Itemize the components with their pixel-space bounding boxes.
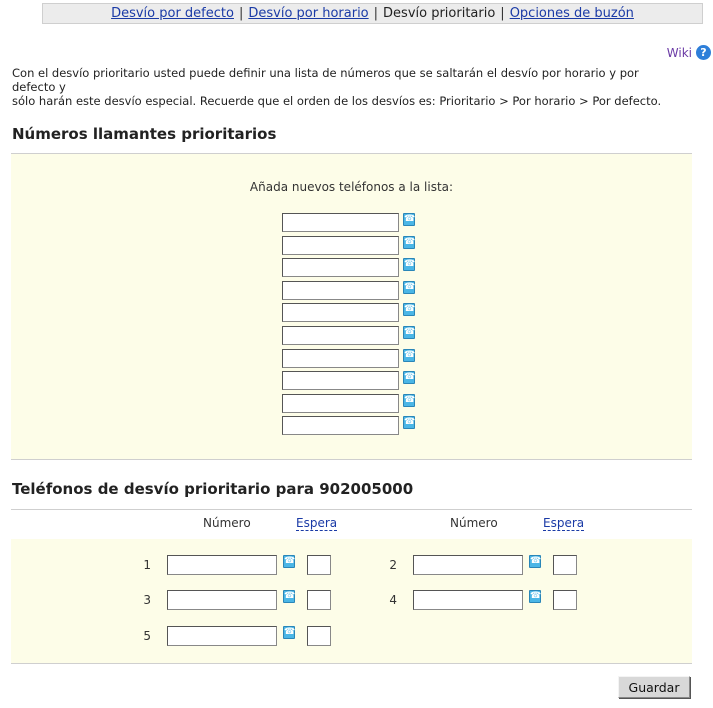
priority-phone-input[interactable] [282,258,399,277]
tab-separator: | [500,6,505,21]
phonebook-icon[interactable]: ☎ [284,627,296,637]
priority-phone-list [282,213,415,439]
forward-slot [131,555,331,575]
col-number-2: Número [450,516,498,530]
wiki-link[interactable] [667,45,711,60]
slot-index: 3 [143,593,151,607]
forward-slot [131,590,331,610]
priority-phone-input[interactable] [282,349,399,368]
priority-callers-panel [11,153,692,460]
priority-phone-row [282,236,415,259]
forward-slot [131,626,331,646]
forward-number-input[interactable] [413,590,523,610]
forward-slot [377,555,577,575]
slot-index: 1 [143,558,151,572]
phonebook-icon[interactable]: ☎ [404,259,416,270]
wait-time-input[interactable] [307,590,331,610]
priority-phone-input[interactable] [282,281,399,300]
priority-phone-input[interactable] [282,394,399,413]
forward-slot [377,590,577,610]
slot-index: 4 [389,593,397,607]
priority-phone-input[interactable] [282,416,399,435]
phonebook-icon[interactable]: ☎ [404,326,416,337]
priority-phone-row [282,349,415,372]
phonebook-icon[interactable]: ☎ [284,556,296,566]
priority-phone-row [282,326,415,349]
priority-phone-input[interactable] [282,236,399,255]
phonebook-icon[interactable]: ☎ [530,556,542,566]
col-wait-1[interactable]: Espera [296,516,338,530]
wait-time-input[interactable] [553,555,577,575]
forward-number-input[interactable] [413,555,523,575]
phonebook-icon[interactable]: ☎ [530,591,542,601]
phonebook-icon[interactable]: ☎ [284,591,296,601]
wait-time-input[interactable] [553,590,577,610]
col-wait-2[interactable]: Espera [543,516,585,530]
priority-phone-input[interactable] [282,213,399,232]
slot-index: 2 [389,558,397,572]
tab-priority-forward: Desvío prioritario [383,6,496,21]
phonebook-icon[interactable]: ☎ [404,372,416,383]
phonebook-icon[interactable]: ☎ [404,394,416,405]
phonebook-icon[interactable]: ☎ [404,304,416,315]
priority-callers-title: Números llamantes prioritarios [12,125,277,143]
priority-phone-row [282,303,415,326]
forward-number-input[interactable] [167,555,277,575]
tab-separator: | [238,6,244,21]
priority-phone-row [282,213,415,236]
tab-separator: | [373,6,379,21]
priority-phone-input[interactable] [282,371,399,390]
intro-text [12,66,672,108]
forward-number-input[interactable] [167,626,277,646]
save-button[interactable]: Guardar [618,676,690,698]
slot-index: 5 [143,629,151,643]
forward-phones-title: Teléfonos de desvío prioritario para 902005000 [12,480,414,498]
tab-mailbox-options[interactable]: Opciones de buzón [509,6,634,21]
priority-phone-row [282,394,415,417]
forward-table-header [11,509,692,539]
forward-phones-panel [11,539,692,664]
tab-schedule-forward[interactable]: Desvío por horario [248,6,369,21]
wiki-label[interactable]: Wiki [666,45,692,60]
priority-phone-input[interactable] [282,326,399,345]
tab-bar [42,3,703,24]
priority-phone-row [282,371,415,394]
priority-phone-row [282,416,415,439]
phonebook-icon[interactable]: ☎ [404,349,416,360]
intro-line-2: sólo harán este desvío especial. Recuerde que el orden de los desvíos es: Prioritario > Por horario > Por defecto. [12,94,662,108]
priority-phone-row [282,258,415,281]
phonebook-icon[interactable]: ☎ [404,214,416,224]
intro-line-1: Con el desvío prioritario usted puede definir una lista de números que se saltarán el desvío por horario y por defecto y [12,66,639,94]
help-icon[interactable]: ? [696,45,711,60]
phonebook-icon[interactable]: ☎ [404,281,416,292]
wait-time-input[interactable] [307,555,331,575]
tab-default-forward[interactable]: Desvío por defecto [111,6,234,21]
priority-phone-row [282,281,415,304]
wait-time-input[interactable] [307,626,331,646]
col-number-1: Número [203,516,251,530]
phonebook-icon[interactable]: ☎ [404,236,416,247]
add-phones-label: Añada nuevos teléfonos a la lista: [249,180,454,194]
priority-phone-input[interactable] [282,303,399,322]
forward-number-input[interactable] [167,590,277,610]
phonebook-icon[interactable]: ☎ [404,417,416,428]
